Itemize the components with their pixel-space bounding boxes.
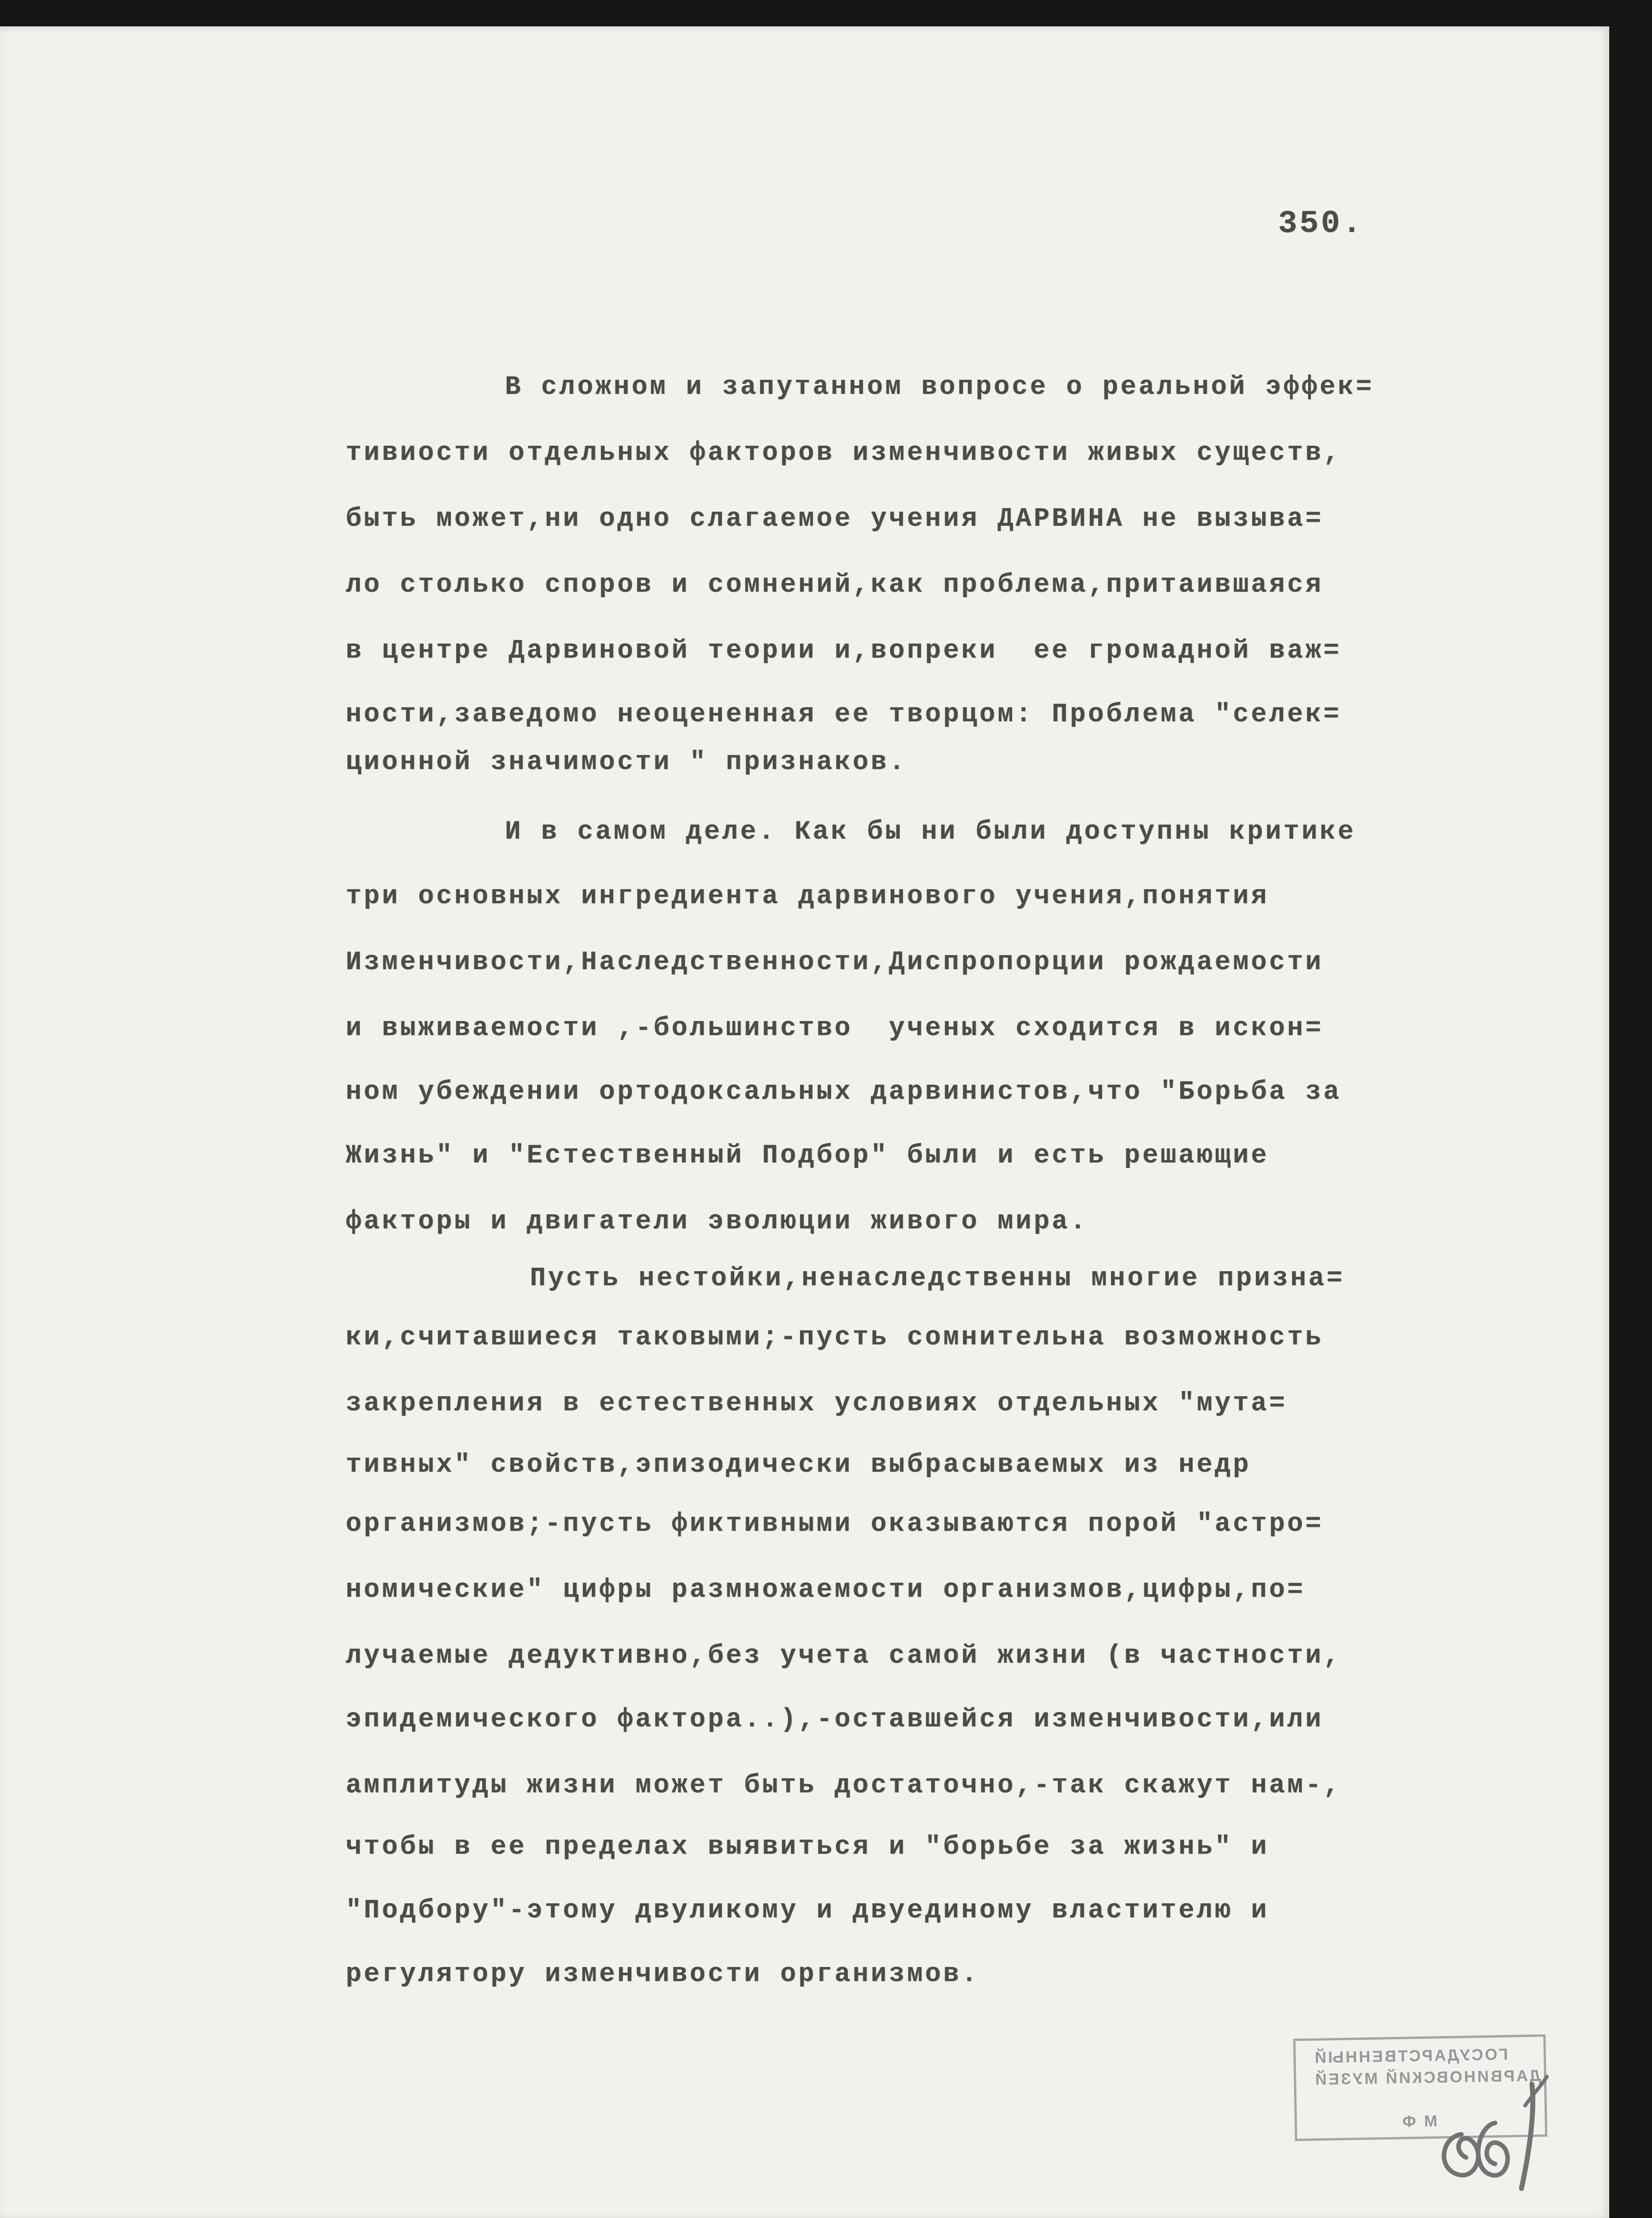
text-line-03: быть может,ни одно слагаемое учения ДАРВИНА не вызыва=	[346, 504, 1324, 534]
text-line-25: "Подбору"-этому двуликому и двуединому властителю и	[346, 1896, 1269, 1926]
stamp-line-2: ДАРВИНОВСКИЙ МУЗЕЙ	[1313, 2067, 1541, 2089]
page-number: 350.	[1278, 206, 1364, 242]
handwritten-archive-number	[1435, 2068, 1553, 2198]
text-line-26: регулятору изменчивости организмов.	[346, 1960, 980, 1989]
text-line-15: Пусть нестойки,ненаследственны многие призна=	[530, 1264, 1345, 1293]
text-line-11: и выживаемости ,-большинство ученых сходится в искон=	[346, 1014, 1324, 1043]
text-line-23: амплитуды жизни может быть достаточно,-так скажут нам-,	[346, 1771, 1342, 1801]
text-line-12: ном убеждении ортодоксальных дарвинистов,что "Борьба за	[346, 1077, 1342, 1107]
text-line-18: тивных" свойств,эпизодически выбрасываемых из недр	[346, 1450, 1251, 1480]
text-line-13: Жизнь" и "Естественный Подбор" были и есть решающие	[346, 1141, 1269, 1171]
text-line-16: ки,считавшиеся таковыми;-пусть сомнительна возможность	[346, 1323, 1324, 1353]
text-line-08: И в самом деле. Как бы ни были доступны критике	[505, 817, 1356, 847]
text-line-04: ло столько споров и сомнений,как проблема,притаившаяся	[346, 570, 1324, 600]
text-line-02: тивиости отдельных факторов изменчивости живых существ,	[346, 438, 1342, 468]
stamp-line-1: ГОСУДАРСТВЕННЫЙ	[1313, 2045, 1508, 2067]
text-line-07: ционной значимости " признаков.	[346, 748, 907, 777]
stamp-line-4: М Ф	[1400, 2112, 1438, 2131]
text-line-21: лучаемые дедуктивно,без учета самой жизни (в частности,	[346, 1641, 1342, 1671]
text-line-14: факторы и двигатели эволюции живого мира.	[346, 1207, 1088, 1237]
text-line-17: закрепления в естественных условиях отдельных "мута=	[346, 1389, 1287, 1418]
text-line-06: ности,заведомо неоцененная ее творцом: Проблема "селек=	[346, 700, 1342, 729]
typed-text-block	[0, 26, 1609, 2218]
typed-page	[0, 26, 1609, 2218]
text-line-05: в центре Дарвиновой теории и,вопреки ее громадной важ=	[346, 636, 1342, 666]
text-line-01: В сложном и запутанном вопросе о реальной эффек=	[505, 372, 1374, 402]
text-line-22: эпидемического фактора..),-оставшейся изменчивости,или	[346, 1705, 1324, 1735]
text-line-09: три основных ингредиента дарвинового учения,понятия	[346, 882, 1269, 911]
text-line-20: номические" цифры размножаемости организмов,цифры,по=	[346, 1575, 1305, 1605]
text-line-24: чтобы в ее пределах выявиться и "борьбе за жизнь" и	[346, 1832, 1269, 1862]
text-line-19: организмов;-пусть фиктивными оказываются порой "астро=	[346, 1509, 1324, 1539]
text-line-10: Изменчивости,Наследственности,Диспропорции рождаемости	[346, 948, 1324, 977]
